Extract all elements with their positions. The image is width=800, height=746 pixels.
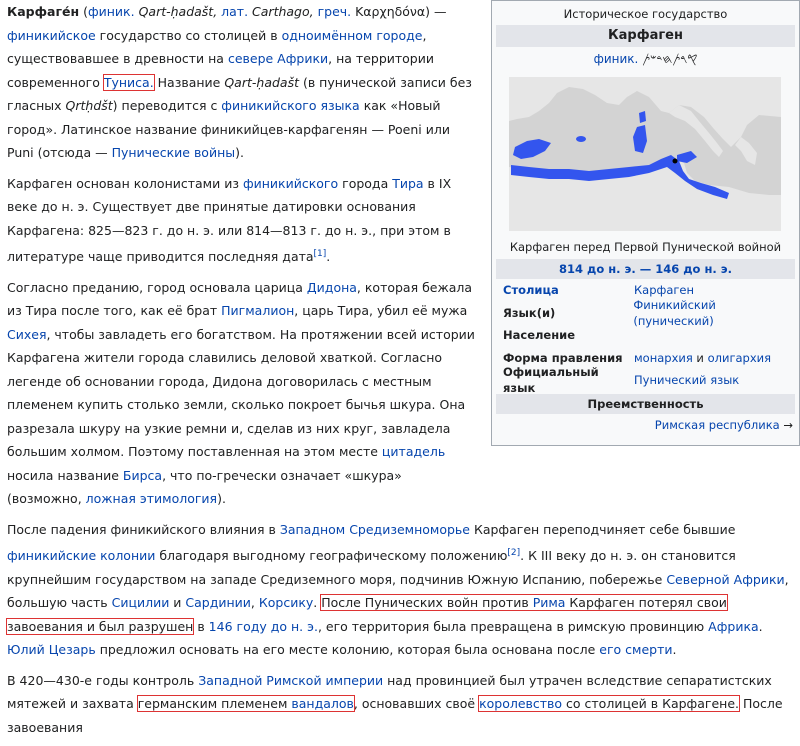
oligarchy-link[interactable]: олигархия: [707, 350, 772, 365]
link-byrsa[interactable]: Бирса: [122, 467, 163, 483]
link-latin-abbr[interactable]: лат.: [221, 4, 249, 19]
link-false-etymology[interactable]: ложная этимология: [85, 491, 218, 507]
link-greek-abbr[interactable]: греч.: [317, 4, 352, 19]
native-script: 𐤒𐤓𐤕𐤇𐤃𐤔𐤕: [642, 52, 698, 66]
link-africa-province[interactable]: Африка: [708, 618, 759, 634]
official-language-link[interactable]: Пунический язык: [634, 373, 740, 388]
link-his-death[interactable]: его смерти: [599, 642, 673, 658]
link-citadel[interactable]: цитадель: [381, 444, 446, 460]
link-sicily[interactable]: Сицилии: [111, 595, 170, 611]
link-vandals[interactable]: вандалов: [291, 696, 354, 712]
link-146-bc[interactable]: 146 году до н. э.: [208, 618, 318, 634]
link-sychaeus[interactable]: Сихея: [7, 326, 47, 342]
capital-link[interactable]: Карфаген: [634, 283, 695, 298]
link-phoenician-abbr[interactable]: финик.: [87, 4, 135, 19]
map-caption: Карфаген перед Первой Пунической войной: [509, 240, 782, 254]
infobox-title: Карфаген: [496, 25, 795, 47]
link-tyre[interactable]: Тира: [392, 175, 424, 191]
ref-1[interactable]: [1]: [313, 249, 327, 259]
arrow-right-icon: →: [779, 417, 793, 432]
link-pygmalion[interactable]: Пигмалион: [221, 303, 295, 319]
link-western-roman-empire[interactable]: Западной Римской империи: [198, 672, 384, 688]
link-city[interactable]: одноимённом городе: [281, 27, 423, 43]
monarchy-link[interactable]: монархия: [634, 350, 693, 365]
link-phoenician-state[interactable]: финикийское: [7, 27, 96, 43]
link-phoenician-colonies[interactable]: финикийские колонии: [7, 548, 156, 564]
link-corsica[interactable]: Корсику: [258, 595, 314, 611]
link-dido[interactable]: Дидона: [306, 279, 357, 295]
paragraph-founding: Карфаген основан колонистами из финикийского города Тира в IX веке до н. э. Существует две принятые датировки основания Карфагена: 825—823 г. до н. э. или 814—813 г. до н. э., при этом в литературе чаще приводится последняя дата[1].: [7, 175, 452, 265]
link-western-mediterranean[interactable]: Западном Средиземноморье: [279, 521, 470, 537]
paragraph-vandals: В 420—430-е годы контроль Западной Римской империи над провинцией был утрачен вследствие сепаратистских мятежей и захвата германским племенем вандалов, основавших своё королевство со столицей в Карфагене. После завоевания: [7, 672, 783, 735]
link-julius-caesar[interactable]: Юлий Цезарь: [7, 642, 96, 658]
link-punic-wars[interactable]: Пунические войны: [111, 145, 236, 160]
dates-link[interactable]: 814 до н. э. — 146 до н. э.: [559, 262, 732, 276]
native-lang-link[interactable]: финик.: [593, 52, 639, 66]
government-conj: и: [692, 350, 708, 365]
highlight-kingdom: королевство со столицей в Карфагене.: [479, 696, 739, 712]
capital-label-link[interactable]: Столица: [503, 283, 559, 298]
link-tunisia[interactable]: Туниса.: [103, 74, 154, 90]
row-label: Форма правления: [503, 350, 623, 365]
row-label: Официальный язык: [503, 365, 599, 396]
article-term: Карфаге́н: [7, 4, 80, 19]
link-sardinia[interactable]: Сардинии: [185, 595, 251, 611]
infobox-type: Историческое государство: [563, 7, 728, 21]
link-phoenician[interactable]: финикийского: [242, 175, 339, 191]
paragraph-expansion: После падения финикийского влияния в Западном Средиземноморье Карфаген переподчиняет себе бывшие финикийские колонии благодаря выгодному географическому положению[2]. К III веку до н. э. он становится крупнейшим государством на западе Средиземного моря, подчинив Южную Испанию, побережье Северной Африки, большую часть Сицилии и Сардинии, Корсику. После Пунических войн против Рима Карфаген потерял свои завоевания и был разрушен в 146 году до н. э., его территория была превращена в римскую провинцию Африка. Юлий Цезарь предложил основать на его месте колонию, которая была основана после его смерти.: [7, 521, 789, 658]
paragraph-intro: Карфаге́н (финик. Qart-ḥadašt, лат. Carthago, греч. Καρχηδόνα) — финикийское государство со столицей в одноимённом городе, существовавшее в древности на севере Африки, на территории современного Туниса. Название Qart-ḥadašt (в пунической записи без гласных Qrtḥdšt) переводится с финикийского языка как «Новый город». Латинское название финикийцев-карфагенян — Poeni или Puni (отсюда — Пунические войны).: [7, 4, 472, 160]
language-link[interactable]: Финикийский (пунический): [633, 297, 716, 328]
link-rome[interactable]: Рима: [532, 595, 566, 611]
highlight-germanic-tribe: германским племенем вандалов: [137, 696, 354, 712]
link-north-africa-coast[interactable]: Северной Африки: [666, 571, 785, 587]
ref-2[interactable]: [2]: [507, 548, 521, 559]
article-body: [7, 0, 797, 746]
row-label: Население: [503, 328, 576, 343]
link-north-africa[interactable]: севере Африки: [227, 51, 329, 66]
link-phoenician-language[interactable]: финикийского языка: [221, 98, 360, 113]
paragraph-legend: Согласно преданию, город основала царица Дидона, которая бежала из Тира после того, как её брат Пигмалион, царь Тира, убил её мужа Сихея, чтобы завладеть его богатством. На протяжении всей истории Карфагена жители города славились деловой хваткой. Согласно легенде об основании города, Дидона договорилась с местным племенем купить столько земли, сколько покроет бычья шкура. Она разрезала шкуру на узкие ремни и, сделав из них круг, завладела большим холмом. Поэтому поставленная на этом месте цитадель носила название Бирса, что по-гречески означает «шкура» (возможно, ложная этимология).: [7, 279, 475, 507]
row-label: Язык(и): [503, 305, 556, 320]
roman-republic-link[interactable]: Римская республика: [654, 417, 780, 432]
highlight-punic-wars: После Пунических войн против Рима Карфаген потерял свои завоевания и был разрушен: [7, 595, 727, 634]
succession-header: Преемственность: [496, 394, 795, 414]
link-kingdom[interactable]: королевство: [479, 696, 563, 712]
